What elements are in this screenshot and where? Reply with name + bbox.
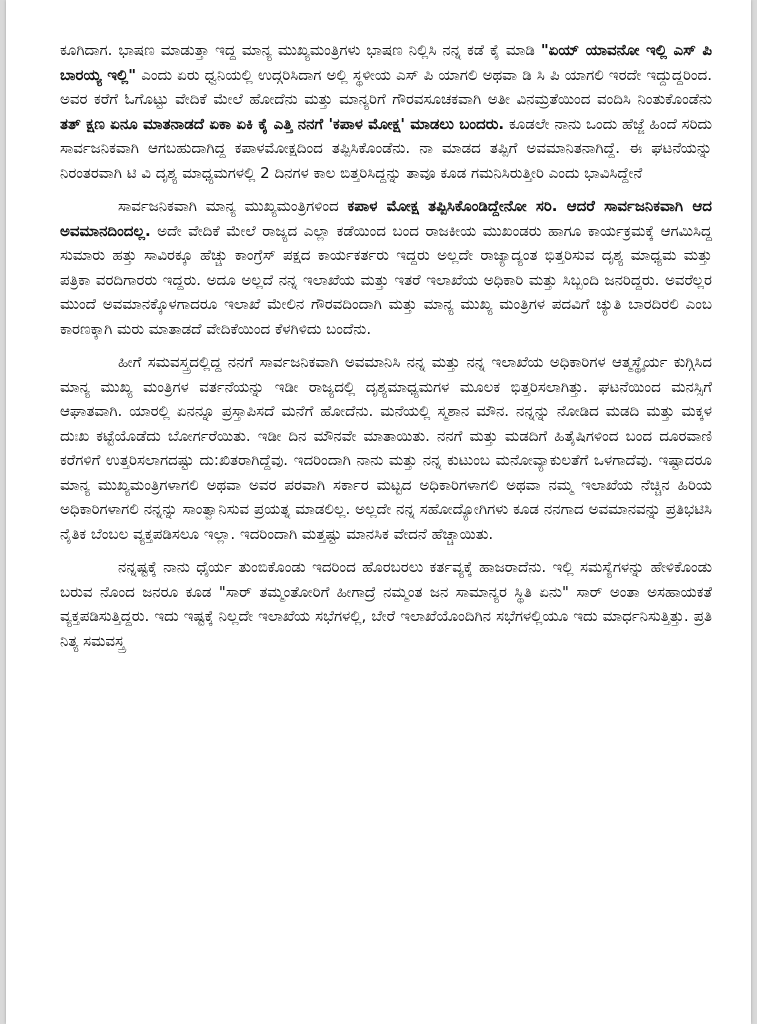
paragraph-text: ನನ್ನಷ್ಟಕ್ಕೆ ನಾನು ಧೈರ್ಯ ತುಂಬಿಕೊಂಡು ಇದರಿಂದ ಹೊರಬರಲು ಕರ್ತವ್ಯಕ್ಕೆ ಹಾಜರಾದೆನು. ಇಲ್ಲಿ ಸಮಸ್ಯೆಗಳನ್ನು ಹೇಳಿಕೊಂಡು ಬರುವ ನೊಂದ ಜನರೂ ಕೂಡ "ಸಾರ್ ತಮ್ಮಂತೋರಿಗೆ ಹೀಗಾದ್ರೆ ನಮ್ಮಂತ ಜನ ಸಾಮಾನ್ಯರ ಸ್ಥಿತಿ ಏನು" ಸಾರ್ ಅಂತಾ ಅಸಹಾಯಕತೆ ವ್ಯಕ್ತಪಡಿಸುತ್ತಿದ್ದರು. ಇದು ಇಷ್ಟಕ್ಕೆ ನಿಲ್ಲದೇ ಇಲಾಖೆಯ ಸಭೆಗಳಲ್ಲಿ, ಬೇರೆ ಇಲಾಖೆಯೊಂದಿಗಿನ ಸಭೆಗಳಲ್ಲಿಯೂ ಇದು ಮಾರ್ಧನಿಸುತ್ತಿತ್ತು. ಪ್ರತಿ ನಿತ್ಯ ಸಮವಸ್ತ್ರ <box>60 558 712 650</box>
paragraph-1 <box>60 38 712 185</box>
paragraph-text: ಕೂಡಲೇ ನಾನು ಒಂದು ಹೆಜ್ಜೆ ಹಿಂದೆ ಸರಿದು ಸಾರ್ವಜನಿಕವಾಗಿ ಆಗಬಹುದಾಗಿದ್ದ ಕಪಾಳಮೋಕ್ಷದಿಂದ ತಪ್ಪಿಸಿಕೊಂಡೆನು. ನಾ ಮಾಡದ ತಪ್ಪಿಗೆ ಅವಮಾನಿತನಾಗಿದ್ದೆ. ಈ ಘಟನೆಯನ್ನು ನಿರಂತರವಾಗಿ ಟಿ ವಿ ದೃಶ್ಯ ಮಾಧ್ಯಮಗಳಲ್ಲಿ 2 ದಿನಗಳ ಕಾಲ ಬಿತ್ತರಿಸಿದ್ದನ್ನು ತಾವೂ ಕೂಡ ಗಮನಿಸಿರುತ್ತೀರಿ ಎಂದು ಭಾವಿಸಿದ್ದೇನೆ <box>60 114 712 182</box>
paragraph-text: ಅದೇ ವೇದಿಕೆ ಮೇಲೆ ರಾಜ್ಯದ ಎಲ್ಲಾ ಕಡೆಯಿಂದ ಬಂದ ರಾಜಕೀಯ ಮುಖಂಡರು ಹಾಗೂ ಕಾರ್ಯಕ್ರಮಕ್ಕೆ ಆಗಮಿಸಿದ್ದ ಸುಮಾರು ಹತ್ತು ಸಾವಿರಕ್ಕೂ ಹೆಚ್ಚು ಕಾಂಗ್ರೆಸ್ ಪಕ್ಷದ ಕಾರ್ಯಕರ್ತರು ಇದ್ದರು ಅಲ್ಲದೇ ರಾಜ್ಯಾದ್ಯಂತ ಭಿತ್ತರಿಸುವ ದೃಶ್ಯ ಮಾಧ್ಯಮ ಮತ್ತು ಪತ್ರಿಕಾ ವರದಿಗಾರರು ಇದ್ದರು. ಅದೂ ಅಲ್ಲದೆ ನನ್ನ ಇಲಾಖೆಯ ಮತ್ತು ಇತರೆ ಇಲಾಖೆಯ ಅಧಿಕಾರಿ ಮತ್ತು ಸಿಬ್ಬಂದಿ ಜನರಿದ್ದರು. ಅವರೆಲ್ಲರ ಮುಂದೆ ಅವಮಾನಕ್ಕೊಳಗಾದರೂ ಇಲಾಖೆ ಮೇಲಿನ ಗೌರವದಿಂದಾಗಿ ಮತ್ತು ಮಾನ್ಯ ಮುಖ್ಯ ಮಂತ್ರಿಗಳ ಪದವಿಗೆ ಚ್ಯುತಿ ಬಾರದಿರಲಿ ಎಂಬ ಕಾರಣಕ್ಕಾಗಿ ಮರು ಮಾತಾಡದೆ ವೇದಿಕೆಯಿಂದ ಕೆಳಗಿಳಿದು ಬಂದೆನು. <box>60 221 712 338</box>
paragraph-text: ಹೀಗೆ ಸಮವಸ್ತ್ರದಲ್ಲಿದ್ದ ನನಗೆ ಸಾರ್ವಜನಿಕವಾಗಿ ಅವಮಾನಿಸಿ ನನ್ನ ಮತ್ತು ನನ್ನ ಇಲಾಖೆಯ ಅಧಿಕಾರಿಗಳ ಆತ್ಮಸ್ಥೈರ್ಯ ಕುಗ್ಗಿಸಿದ ಮಾನ್ಯ ಮುಖ್ಯ ಮಂತ್ರಿಗಳ ವರ್ತನೆಯನ್ನು ಇಡೀ ರಾಜ್ಯದಲ್ಲಿ ದೃಶ್ಯಮಾಧ್ಯಮಗಳ ಮೂಲಕ ಭಿತ್ತರಿಸಲಾಗಿತ್ತು. ಘಟನೆಯಿಂದ ಮನಸ್ಸಿಗೆ ಆಘಾತವಾಗಿ. ಯಾರಲ್ಲಿ ಏನನ್ನೂ ಪ್ರಸ್ತಾಪಿಸದೆ ಮನೆಗೆ ಹೋದೆನು. ಮನೆಯಲ್ಲಿ ಸ್ಮಶಾನ ಮೌನ. ನನ್ನನ್ನು ನೋಡಿದ ಮಡದಿ ಮತ್ತು ಮಕ್ಕಳ ದುಃಖ ಕಟ್ಟೆಯೊಡೆದು ಬೋರ್ಗರೆಯಿತು. ಇಡೀ ದಿನ ಮೌನವೇ ಮಾತಾಯಿತು. ನನಗೆ ಮತ್ತು ಮಡದಿಗೆ ಹಿತೈಷಿಗಳಿಂದ ಬಂದ ದೂರವಾಣಿ ಕರೆಗಳಿಗೆ ಉತ್ತರಿಸಲಾಗದಷ್ಟು ದು:ಖಿತರಾಗಿದ್ದೆವು. ಇದರಿಂದಾಗಿ ನಾನು ಮತ್ತು ನನ್ನ ಕುಟುಂಬ ಮನೋವ್ಯಾಕುಲತೆಗೆ ಒಳಗಾದೆವು. ಇಷ್ಟಾದರೂ ಮಾನ್ಯ ಮುಖ್ಯಮಂತ್ರಿಗಳಾಗಲಿ ಅಥವಾ ಅವರ ಪರವಾಗಿ ಸರ್ಕಾರ ಮಟ್ಟದ ಅಧಿಕಾರಿಗಳಾಗಲಿ ಅಥವಾ ನಮ್ಮ ಇಲಾಖೆಯ ನೆಚ್ಚಿನ ಹಿರಿಯ ಅಧಿಕಾರಿಗಳಾಗಲಿ ನನ್ನನ್ನು ಸಾಂತ್ವಾನಿಸುವ ಪ್ರಯತ್ನ ಮಾಡಲಿಲ್ಲ. ಅಲ್ಲದೇ ನನ್ನ ಸಹೋದ್ಯೋಗಿಗಳು ಕೂಡ ನನಗಾದ ಅವಮಾನವನ್ನು ಪ್ರತಿಭಟಿಸಿ ನೈತಿಕ ಬೆಂಬಲ ವ್ಯಕ್ತಪಡಿಸಲೂ ಇಲ್ಲಾ. ಇದರಿಂದಾಗಿ ಮತ್ತಷ್ಟು ಮಾನಸಿಕ ವೇದನೆ ಹೆಚ್ಚಾಯಿತು. <box>60 353 712 543</box>
paragraph-text: ಕೂಗಿದಾಗ. ಭಾಷಣ ಮಾಡುತ್ತಾ ಇದ್ದ ಮಾನ್ಯ ಮುಖ್ಯಮಂತ್ರಿಗಳು ಭಾಷಣ ನಿಲ್ಲಿಸಿ ನನ್ನ ಕಡೆ ಕೈ ಮಾಡಿ <box>60 41 541 59</box>
paragraph-text: ಸಾರ್ವಜನಿಕವಾಗಿ ಮಾನ್ಯ ಮುಖ್ಯಮಂತ್ರಿಗಳಿಂದ <box>118 197 348 215</box>
paragraph-text: ಎಂದು ಏರು ಧ್ವನಿಯಲ್ಲಿ ಉದ್ಗರಿಸಿದಾಗ ಅಲ್ಲಿ ಸ್ಥಳೀಯ ಎಸ್ ಪಿ ಯಾಗಲಿ ಅಥವಾ ಡಿ ಸಿ ಪಿ ಯಾಗಲಿ ಇರದೇ ಇದ್ದುದ್ದರಿಂದ. ಅವರ ಕರೆಗೆ ಓಗೊಟ್ಟು ವೇದಿಕೆ ಮೇಲೆ ಹೋದೆನು ಮತ್ತು ಮಾನ್ಯರಿಗೆ ಗೌರವಸೂಚಕವಾಗಿ ಅತೀ ವಿನಮ್ರತೆಯಿಂದ ವಂದಿಸಿ ನಿಂತುಕೊಂಡೆನು <box>60 65 712 108</box>
bold-statement: ಕಪಾಳ ಮೋಕ್ಷ ತಪ್ಪಿಸಿಕೊಂಡಿದ್ದೇನೋ ಸರಿ. ಆದರೆ ಸಾರ್ವಜನಿಕವಾಗಿ ಆದ ಅವಮಾನದಿಂದಲ್ಲ. <box>60 197 712 240</box>
bold-quote: "ಏಯ್ ಯಾವನೋ ಇಲ್ಲಿ ಎಸ್ ಪಿ ಬಾರಯ್ಯ ಇಲ್ಲಿ" <box>60 41 712 84</box>
document-body <box>60 38 712 662</box>
document-page <box>6 0 751 1024</box>
paragraph-3 <box>60 350 712 546</box>
paragraph-4 <box>60 555 712 653</box>
paragraph-2 <box>60 194 712 341</box>
bold-statement: ತತ್ ಕ್ಷಣ ಏನೂ ಮಾತನಾಡದೆ ಏಕಾ ಏಕಿ ಕೈ ಎತ್ತಿ ನನಗೆ 'ಕಪಾಳ ಮೋಕ್ಷ' ಮಾಡಲು ಬಂದರು. <box>60 114 505 133</box>
